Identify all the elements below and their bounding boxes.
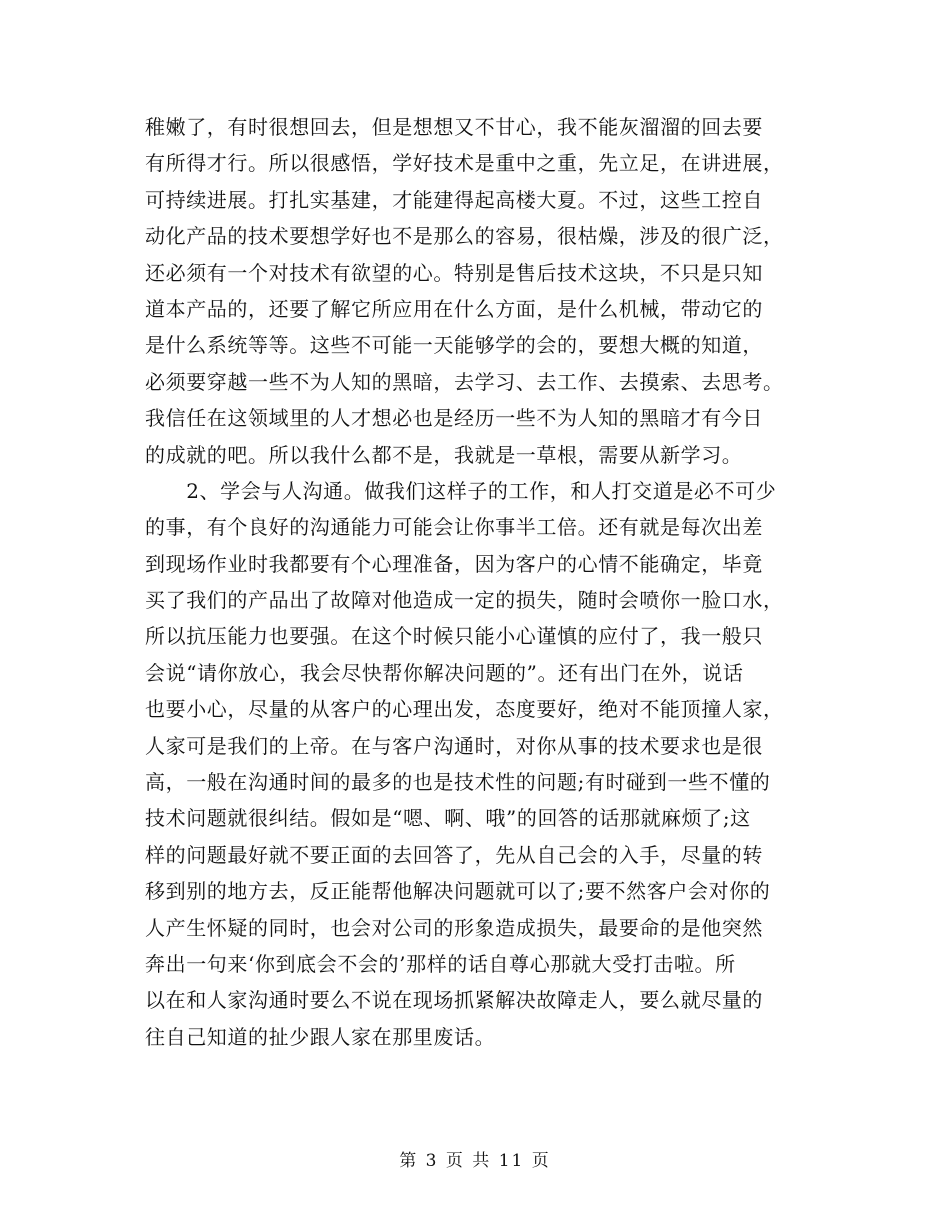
text-line: 以在和人家沟通时要么不说在现场抓紧解决故障走人，要么就尽量的 <box>145 988 763 1013</box>
text-line: 可持续进展。打扎实基建，才能建得起高楼大夏。不过，这些工控自 <box>145 187 763 212</box>
text-line: 买了我们的产品出了故障对他造成一定的损失，随时会喷你一脸口水， <box>145 588 784 613</box>
page-number-label: 第 3 页 共 11 页 <box>399 1151 551 1171</box>
text-line: 还必须有一个对技术有欲望的心。特别是售后技术这块，不只是只知 <box>145 260 763 285</box>
text-line: 奔出一句来‘你到底会不会的’那样的话自尊心那就大受打击啦。所 <box>145 951 736 976</box>
text-line: 道本产品的，还要了解它所应用在什么方面，是什么机械，带动它的 <box>145 296 763 321</box>
text-line: 移到别的地方去，反正能帮他解决问题就可以了;要不然客户会对你的 <box>145 879 771 904</box>
text-line: 的事，有个良好的沟通能力可能会让你事半工倍。还有就是每次出差 <box>145 515 763 540</box>
text-line: 2、学会与人沟通。做我们这样子的工作，和人打交道是必不可少 <box>145 478 777 503</box>
text-line: 样的问题最好就不要正面的去回答了，先从自己会的入手，尽量的转 <box>145 842 763 867</box>
text-line: 到现场作业时我都要有个心理准备，因为客户的心情不能确定，毕竟 <box>145 551 763 576</box>
page-footer <box>0 1146 950 1171</box>
text-line: 人产生怀疑的同时，也会对公司的形象造成损失，最要命的是他突然 <box>145 915 763 940</box>
text-line: 技术问题就很纠结。假如是“嗯、啊、哦”的回答的话那就麻烦了;这 <box>145 806 751 831</box>
text-line: 稚嫩了，有时很想回去，但是想想又不甘心，我不能灰溜溜的回去要 <box>145 115 763 139</box>
text-line: 必须要穿越一些不为人知的黑暗，去学习、去工作、去摸索、去思考。 <box>145 369 784 394</box>
text-line: 高，一般在沟通时间的最多的也是技术性的问题;有时碰到一些不懂的 <box>145 770 771 795</box>
text-line: 人家可是我们的上帝。在与客户沟通时，对你从事的技术要求也是很 <box>145 733 763 758</box>
text-line: 有所得才行。所以很感悟，学好技术是重中之重，先立足，在讲进展， <box>145 151 784 176</box>
text-line: 我信任在这领域里的人才想必也是经历一些不为人知的黑暗才有今日 <box>145 406 763 431</box>
text-line: 会说“请你放心，我会尽快帮你解决问题的”。还有出门在外，说话 <box>145 660 744 685</box>
text-line: 也要小心，尽量的从客户的心理出发，态度要好，绝对不能顶撞人家， <box>145 697 784 722</box>
text-line: 动化产品的技术要想学好也不是那么的容易，很枯燥，涉及的很广泛， <box>145 224 784 249</box>
text-line: 往自己知道的扯少跟人家在那里废话。 <box>145 1024 496 1049</box>
text-line: 的成就的吧。所以我什么都不是，我就是一草根，需要从新学习。 <box>145 442 743 467</box>
text-line: 是什么系统等等。这些不可能一天能够学的会的，要想大概的知道， <box>145 333 763 358</box>
body-text <box>145 109 807 1055</box>
text-line: 所以抗压能力也要强。在这个时候只能小心谨慎的应付了，我一般只 <box>145 624 763 649</box>
